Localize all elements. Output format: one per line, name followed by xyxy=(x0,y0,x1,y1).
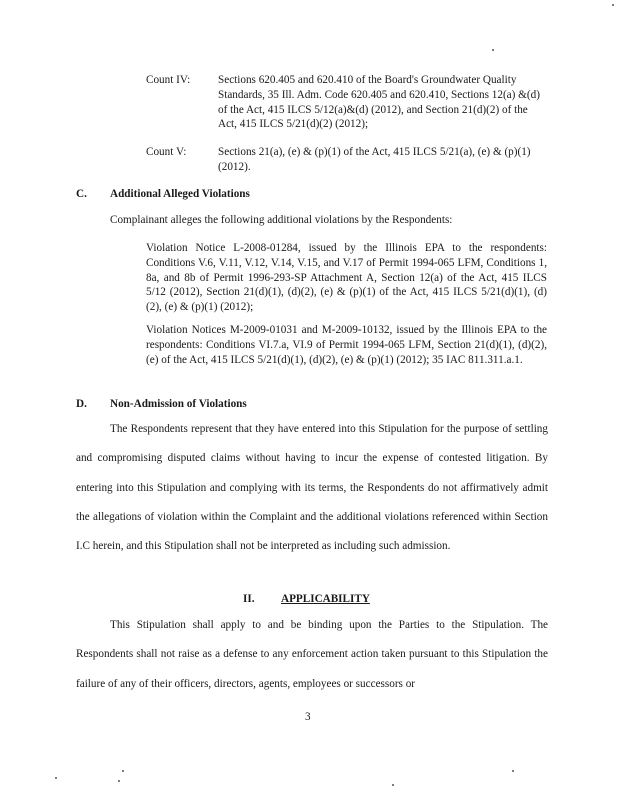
section-c-intro: Complainant alleges the following additional violations by the Respondents: xyxy=(110,214,453,226)
section-c-letter: C. xyxy=(76,188,87,200)
scan-speck xyxy=(512,770,514,772)
scan-speck xyxy=(122,770,124,772)
count-v-text: Sections 21(a), (e) & (p)(1) of the Act, 415 ILCS 5/21(a), (e) & (p)(1) (2012). xyxy=(218,146,531,173)
scan-speck xyxy=(612,4,614,6)
section-d-title: Non-Admission of Violations xyxy=(110,398,247,410)
scan-speck xyxy=(55,777,57,779)
section-c-title: Additional Alleged Violations xyxy=(110,188,250,200)
count-v-label: Count V: xyxy=(146,146,187,158)
section-d-letter: D. xyxy=(76,398,87,410)
count-iv-text: Sections 620.405 and 620.410 of the Board's Groundwater Quality Standards, 35 Ill. Adm. Code 620.405 and 620.410, Sections 12(a) &(d) of the Act, 415 ILCS 5/12(a)&(d) (2012), and Section 21(d)(2) of the Act, 415 ILCS 5/21(d)(2) (2012); xyxy=(218,74,540,131)
page-number: 3 xyxy=(305,711,311,723)
count-iv-label: Count IV: xyxy=(146,74,191,86)
violation-notice-1: Violation Notice L-2008-01284, issued by the Illinois EPA to the respondents: Conditions V.6, V.11, V.12, V.14, V.15, and V.17 of Permit 1994-065 LFM, Conditions 1, 8a, and 8b of Permit 1996-293-SP Attachment A, Section 12(a) of the Act, 415 ILCS 5/12 (2012), Section 21(d)(1), (d)(2), (e) & (p)(1) of the Act, 415 ILCS 5/21(d)(1), (d)(2), (e) & (p)(1) (2012); xyxy=(146,242,547,314)
section-ii-number: II. xyxy=(243,593,255,605)
scan-speck xyxy=(492,49,494,51)
scan-speck xyxy=(118,780,120,782)
section-ii-title: APPLICABILITY xyxy=(281,593,370,605)
section-d-paragraph: The Respondents represent that they have entered into this Stipulation for the purpose of settling and compromising disputed claims without having to incur the expense of contested litigation. By entering into this Stipulation and complying with its terms, the Respondents do not affirmatively admit the allegations of violation within the Complaint and the additional violations referenced within Section I.C herein, and this Stipulation shall not be interpreted as including such admission. xyxy=(76,423,548,553)
violation-notice-2: Violation Notices M-2009-01031 and M-2009-10132, issued by the Illinois EPA to the respondents: Conditions VI.7.a, VI.9 of Permit 1994-065 LFM, Section 21(d)(1), (d)(2), (e) of the Act, 415 ILCS 5/21(d)(1), (d)(2), (e) & (p)(1) (2012); 35 IAC 811.311.a.1. xyxy=(146,324,547,366)
scan-speck xyxy=(392,784,394,786)
section-ii-paragraph: This Stipulation shall apply to and be binding upon the Parties to the Stipulation. The Respondents shall not raise as a defense to any enforcement action taken pursuant to this Stipulation the failure of any of their officers, directors, agents, employees or successors or xyxy=(76,619,548,690)
